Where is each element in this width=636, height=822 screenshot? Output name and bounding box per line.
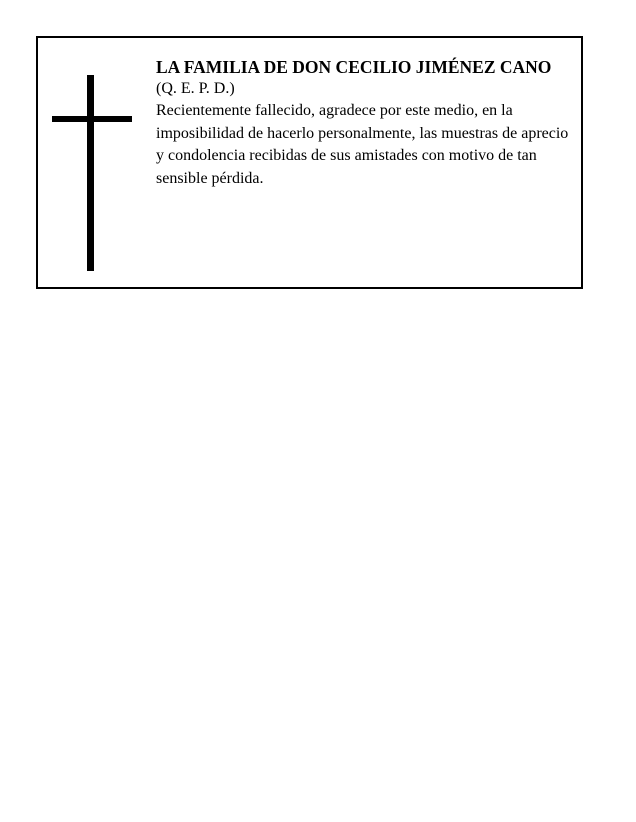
notice-subtitle: (Q. E. P. D.) <box>156 80 235 97</box>
notice-body: Recientemente fallecido, agradece por este medio, en la imposibilidad de hacerlo personalmente, las muestras de aprecio y condolencia recibidas de sus amistades con motivo de tan sensible pérdida. <box>156 102 569 187</box>
cross-icon <box>52 75 106 273</box>
notice-text-block <box>156 56 580 190</box>
notice-title: LA FAMILIA DE DON CECILIO JIMÉNEZ CANO <box>156 57 552 77</box>
cross-vertical-bar <box>87 75 94 271</box>
obituary-notice <box>36 36 583 289</box>
cross-horizontal-bar <box>52 116 132 122</box>
